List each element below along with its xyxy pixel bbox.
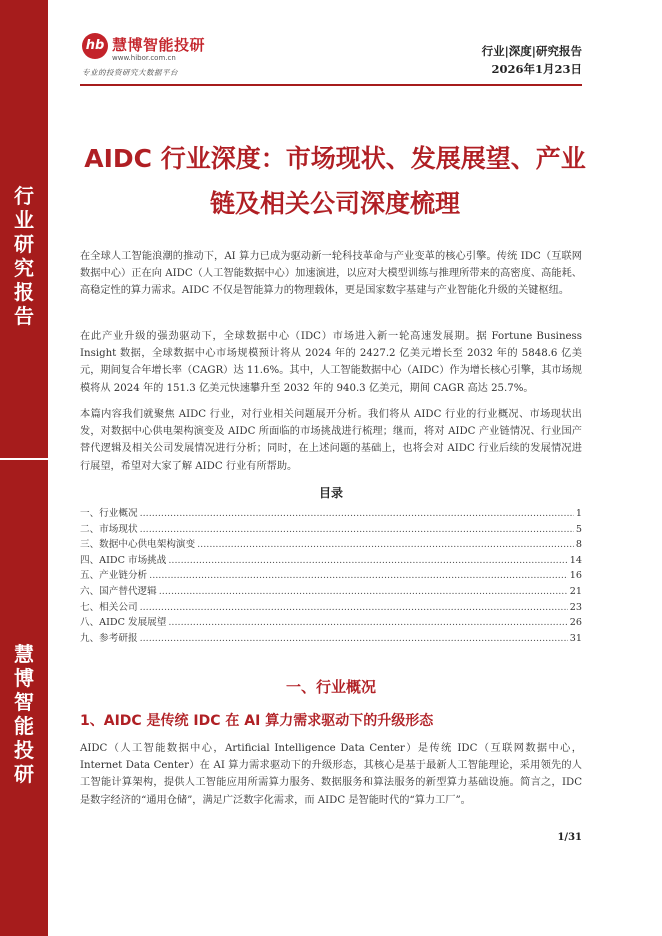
section-subheading: 1、AIDC 是传统 IDC 在 AI 算力需求驱动下的升级形态 [80, 713, 434, 729]
toc-item-label: 二、市场现状 [80, 523, 138, 535]
sidebar-char: 能 [14, 714, 34, 738]
sidebar-char: 报 [14, 280, 34, 304]
logo-url: www.hibor.com.cn [112, 54, 176, 62]
toc-item-page: 16 [569, 570, 582, 582]
sidebar-char: 研 [14, 762, 34, 786]
toc-leader [140, 600, 568, 616]
toc-item[interactable] [80, 600, 582, 616]
table-of-contents [80, 506, 582, 646]
toc-item-label: 九、参考研报 [80, 632, 138, 644]
header-divider [80, 84, 582, 86]
toc-item[interactable] [80, 584, 582, 600]
sidebar-char: 研 [14, 232, 34, 256]
sidebar-char: 业 [14, 208, 34, 232]
toc-item[interactable] [80, 615, 582, 631]
logo [82, 33, 222, 79]
report-date: 2026年1月23日 [491, 62, 582, 76]
intro-paragraph-2: 在此产业升级的强劲驱动下，全球数据中心（IDC）市场进入新一轮高速发展期。据 Fortune Business Insight 数据，全球数据中心市场规模预计将从 2024 年的 2427.2 亿美元增长至 2032 年的 5848.6 亿美元，期间复合年增长率（CAGR）达 11.6%。其中，人工智能数据中心（AIDC）作为增长核心引擎，其市场规模将从 2024 年的 151.3 亿美元快速攀升至 2032 年的 940.3 亿美元，期间 CAGR 高达 25.7%。 [80, 331, 582, 394]
toc-item-page: 5 [575, 523, 582, 535]
toc-leader [149, 568, 568, 584]
toc-item-page: 14 [569, 554, 582, 566]
title-line: 链及相关公司深度梳理 [209, 189, 460, 218]
toc-item-label: 七、相关公司 [80, 601, 138, 613]
toc-item-page: 23 [569, 601, 582, 613]
toc-title: 目录 [318, 486, 343, 500]
toc-item-label: 三、数据中心供电架构演变 [80, 539, 196, 551]
section-heading: 一、行业概况 [285, 678, 376, 696]
report-category: 行业|深度|研究报告 [481, 44, 582, 58]
toc-item-label: 八、AIDC 发展展望 [80, 617, 167, 629]
toc-leader [140, 506, 574, 522]
toc-item[interactable] [80, 537, 582, 553]
sidebar-label-report-type [0, 184, 48, 328]
toc-item-page: 31 [569, 632, 582, 644]
toc-item[interactable] [80, 522, 582, 538]
logo-slogan: 专业的投资研究大数据平台 [82, 68, 178, 77]
sidebar-char: 究 [14, 256, 34, 280]
page-number: 1/31 [557, 832, 582, 843]
sidebar-char: 智 [14, 690, 34, 714]
sidebar-char: 告 [14, 304, 34, 328]
sidebar [0, 0, 48, 936]
sidebar-char: 博 [14, 666, 34, 690]
toc-item-label: 五、产业链分析 [80, 570, 148, 582]
toc-item-label: 六、国产替代逻辑 [80, 585, 157, 597]
toc-item-label: 一、行业概况 [80, 508, 138, 519]
toc-item[interactable] [80, 568, 582, 584]
sidebar-char: 投 [14, 738, 34, 762]
toc-leader [197, 537, 574, 553]
sidebar-label-brand [0, 642, 48, 786]
sidebar-char: 慧 [14, 642, 34, 666]
toc-leader [140, 522, 574, 538]
logo-name: 慧博智能投研 [112, 36, 206, 54]
toc-item-page: 1 [575, 508, 582, 519]
title-line: AIDC 行业深度：市场现状、发展展望、产业 [84, 144, 586, 173]
toc-item[interactable] [80, 631, 582, 647]
toc-item[interactable] [80, 553, 582, 569]
page-title [60, 136, 610, 226]
toc-item-page: 8 [575, 539, 582, 551]
toc-leader [140, 631, 568, 647]
header-meta [482, 42, 582, 78]
toc-item-page: 21 [569, 585, 582, 597]
toc-leader [159, 584, 568, 600]
toc-item-page: 26 [569, 617, 582, 629]
sidebar-char: 行 [14, 184, 34, 208]
intro-paragraph-1: 在全球人工智能浪潮的推动下，AI 算力已成为驱动新一轮科技革命与产业变革的核心引擎。传统 IDC（互联网数据中心）正在向 AIDC（人工智能数据中心）加速演进，以应对大模型训练与推理所带来的高密度、高能耗、高稳定性的算力需求。AIDC 不仅是智能算力的物理载体，更是国家数字基建与产业智能化升级的关键枢纽。 [80, 251, 582, 297]
toc-leader [168, 615, 567, 631]
toc-item[interactable] [80, 506, 582, 522]
toc-item-label: 四、AIDC 市场挑战 [80, 554, 167, 566]
sidebar-divider [0, 458, 48, 460]
intro-paragraph-3: 本篇内容我们就聚焦 AIDC 行业，对行业相关问题展开分析。我们将从 AIDC 行业的行业概况、市场现状出发，对数据中心供电架构演变及 AIDC 所面临的市场挑战进行梳理；继而，将对 AIDC 产业链情况、行业国产替代逻辑及相关公司发展情况进行分析；同时，在上述问题的基础上，也将会对 AIDC 行业后续的发展情况进行展望，希望对大家了解 AIDC 行业有所帮助。 [80, 409, 582, 472]
logo-mark-icon: hb [82, 33, 108, 59]
toc-leader [168, 553, 567, 569]
body-paragraph: AIDC（人工智能数据中心，Artificial Intelligence Data Center）是传统 IDC（互联网数据中心，Internet Data Center）在 AI 算力需求驱动下的升级形态，其核心是基于最新人工智能理论，采用领先的人工智能计算架构，提供人工智能应用所需算力服务、数据服务和算法服务的新型算力基础设施。简言之，IDC 是数字经济的“通用仓储”，满足广泛数字化需求，而 AIDC 是智能时代的“算力工厂”。 [80, 743, 582, 806]
